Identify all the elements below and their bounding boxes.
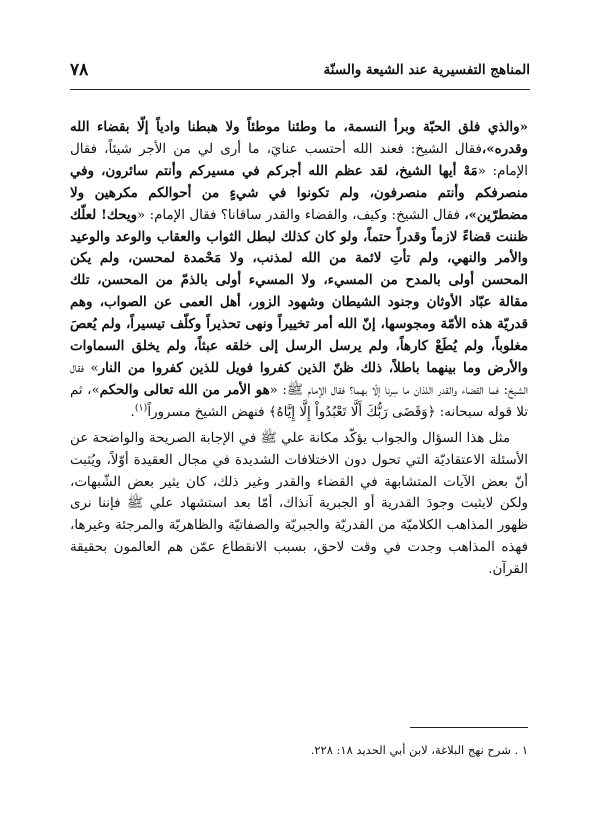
narration-text: فقال الشيخ: فعند الله أحتسب عنايَ، ما أرى لي من الأجر شيئاً، فقال الإمام: «	[70, 141, 528, 179]
quote-text: «والذي فلق الحبّة وبرأ النسمة، ما وطئنا موطئاً ولا هبطنا وادياً إلّا بقضاء الله وقدره»،	[70, 119, 528, 157]
page-header	[70, 60, 530, 86]
quote-text: هو الأمر من الله تعالى والحكم	[99, 381, 270, 398]
page-number: ٧٨	[70, 60, 89, 80]
quote-text: ويحك! لعلّك ظننت قضاءً لازماً وقدراً حتماً، ولو كان كذلك لبطل الثواب والعقاب والوعد والوعيد والأمر والنهي، ولم تأتِ لائمة من الله لمذنب، ولا مَحْمدة لمحسن، ولم يكن المحسن أولى بالمدح من المسيء، ولا المسيء أولى بالذمّ من المحسن، تلك مقالة عبّاد الأوثان وجنود الشيطان وشهود الزور، أهل العمى عن الصواب، وهم قدريّة هذه الأمّة ومجوسها، إنّ الله أمر تخييراً ونهى تحذيراً وكلّف تيسيراً، ولم يُعصَ مغلوباً، ولم يُطَعْ كارهاً، ولم يرسل الرسل إلى خلقه عبثاً، ولم يخلق السماوات والأرض وما بينهما باطلاً، ذلك ظنّ الذين كفروا فويل للذين كفروا من النار	[70, 206, 528, 376]
quote-text: مَهْ أيها الشيخ، لقد عظم الله أجركم في مسيركم وأنتم سائرون، وفي منصرفكم وأنتم منصرفون، ولم تكونوا في شيءٍ من أحوالكم مكرهين ولا مضطرّين»،	[70, 162, 529, 223]
running-title: المناهج التفسيرية عند الشيعة والسنّة	[323, 62, 530, 78]
paragraph-2: مثل هذا السؤال والجواب يؤكّد مكانة علي ﷺ في الإجابة الصريحة والواضحة عن الأسئلة الاعتقاديّة التي تحول دون الاختلافات الشديدة في مجال العقيدة أوّلاً، ويُثبت أنّ بعض الآيات المتشابهة في القضاء والقدر وغير ذلك، كان يثير بعض الشّبهات، ولكن لايثبت وجودَ القدرية أو الجبرية آنذاك، أمّا بعد استشهاد علي ﷺ فإننا نرى ظهور المذاهب الكلاميّة من القدريّة والجبريّة والصفاتيّة والظاهريّة والمرجئة وغيرها، فهذه المذاهب وجدت في وقت لاحق، بسبب الانقطاع عمّن هم العالمون بحقيقة القرآن.	[70, 430, 528, 578]
paragraph-1	[70, 117, 528, 424]
header-divider	[70, 89, 530, 90]
narration-text: » فقال الشيخ: فما القضاء والقدر اللذان ما سِرنا إلّا بهما؟ فقال الإمام ﷺ: «	[70, 360, 528, 398]
footnote-reference: (١)	[134, 402, 148, 414]
footnote-divider	[410, 727, 528, 728]
narration-text: فقال الشيخ: وكيف، والقضاء والقدر ساقانا؟ فقال الإمام: «	[137, 207, 465, 223]
narration-text: .	[130, 404, 135, 420]
footnote: ١ . شرح نهج البلاغة، لابن أبي الحديد ١٨: ٢٢٨.	[310, 743, 528, 757]
narration-text: »، ثم تلا قوله سبحانه: ﴿وَقَضَى رَبُّكَ أَلَّا تَعْبُدُواْ إِلَّا إِيَّاهُ﴾ فنهض الشيخ مسروراً	[70, 382, 528, 420]
main-text	[70, 117, 528, 581]
